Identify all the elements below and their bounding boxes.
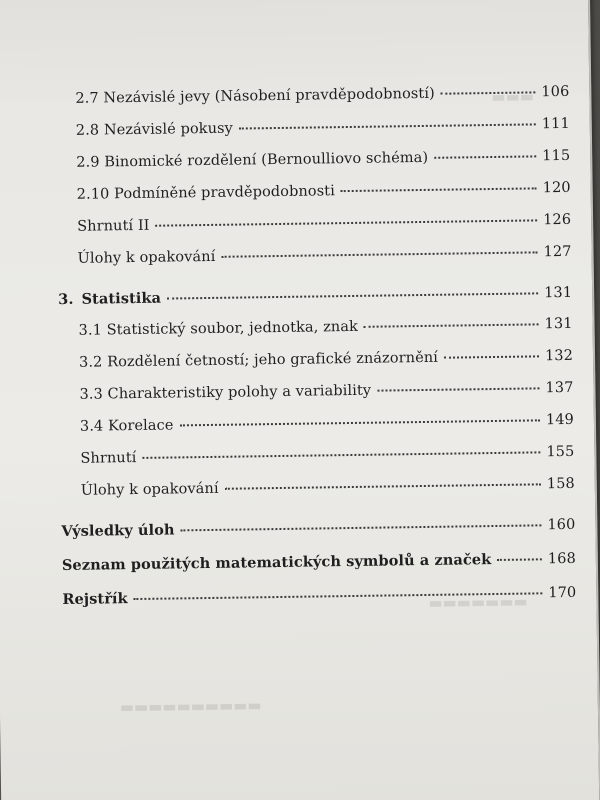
dot-leader (497, 558, 542, 561)
toc-entry-page: 168 (547, 550, 576, 568)
toc-entry-page: 170 (548, 584, 577, 602)
show-through-mark: ▬▬▬▬▬▬▬▬▬▬ (119, 696, 262, 717)
toc-entry-title: Shrnutí II (77, 217, 150, 235)
toc-entry (78, 244, 572, 267)
toc-entry-title: 3.3 Charakteristiky polohy a variability (79, 382, 372, 403)
toc-entry-title: Statistika (81, 289, 162, 308)
show-through-mark: ▬▬▬ (491, 87, 535, 107)
toc-entry-title: Shrnutí (80, 450, 137, 467)
toc-entry-title: 2.7 Nezávislé jevy (Násobení pravděpodobností) (75, 85, 435, 107)
toc-entry-page: 131 (544, 315, 573, 333)
toc-entry-page: 131 (544, 284, 573, 302)
toc-entry-page: 155 (546, 443, 575, 461)
toc-entry (79, 348, 573, 371)
dot-leader (167, 292, 538, 299)
dot-leader (434, 155, 536, 158)
toc-chapter-entry (61, 516, 575, 540)
dot-leader (181, 524, 542, 531)
toc-entry-title: Seznam použitých matematických symbolů a značek (61, 551, 492, 575)
show-through-mark: ▬▬▬▬▬▬▬ (428, 592, 528, 612)
toc-entry-title: 3.4 Korelace (79, 417, 174, 435)
toc-entry-page: 126 (543, 211, 572, 229)
toc-entry (76, 148, 570, 171)
dot-leader (179, 419, 539, 426)
toc-entry (77, 180, 571, 203)
toc-chapter-entry (62, 550, 576, 574)
dot-leader (239, 123, 536, 129)
dot-leader (364, 323, 539, 327)
toc-entry-title: 2.10 Podmíněné pravděpodobnosti (76, 183, 336, 203)
toc-entry (77, 212, 571, 235)
toc-entry (76, 116, 570, 139)
toc-entry-page: 111 (541, 115, 570, 133)
toc-entry-title: 3.1 Statistický soubor, jednotka, znak (78, 318, 359, 339)
toc-entry (80, 412, 574, 435)
toc-entry-page: 158 (546, 475, 575, 493)
dot-leader (441, 91, 536, 94)
toc-entry-title: 2.9 Binomické rozdělení (Bernoulliovo schéma) (76, 149, 429, 171)
toc-entry-title: 2.8 Nezávislé pokusy (75, 120, 234, 139)
dot-leader (221, 251, 537, 257)
toc-entry-title: Rejstřík (62, 590, 128, 609)
toc-entry (79, 380, 573, 403)
toc-entry-page: 115 (542, 147, 571, 165)
toc-entry (81, 476, 575, 499)
toc-entry-page: 127 (543, 243, 572, 261)
toc-entry-title: Úlohy k opakování (80, 480, 219, 499)
toc-entry-title: Výsledky úloh (61, 521, 175, 541)
toc-entry-title: Úlohy k opakování (77, 248, 216, 267)
dot-leader (444, 355, 539, 358)
toc-entry (79, 316, 573, 339)
toc-entry-page: 160 (547, 516, 576, 534)
toc-entry-title: 3.2 Rozdělení četností; jeho grafické znázornění (78, 349, 439, 371)
toc-entry-page: 137 (545, 379, 574, 397)
dot-leader (377, 387, 539, 391)
dot-leader (225, 483, 541, 489)
toc-entry (80, 444, 574, 467)
dot-leader (134, 592, 543, 600)
dot-leader (341, 187, 537, 192)
toc-entry-page: 120 (542, 179, 571, 197)
toc-entry-page: 132 (544, 347, 574, 365)
toc-chapter-entry (58, 284, 572, 308)
dot-leader (156, 219, 538, 226)
dot-leader (142, 451, 540, 459)
toc-chapter-number: 3. (58, 290, 74, 309)
toc-entry-page: 106 (541, 83, 570, 101)
toc-entry-page: 149 (545, 411, 575, 429)
